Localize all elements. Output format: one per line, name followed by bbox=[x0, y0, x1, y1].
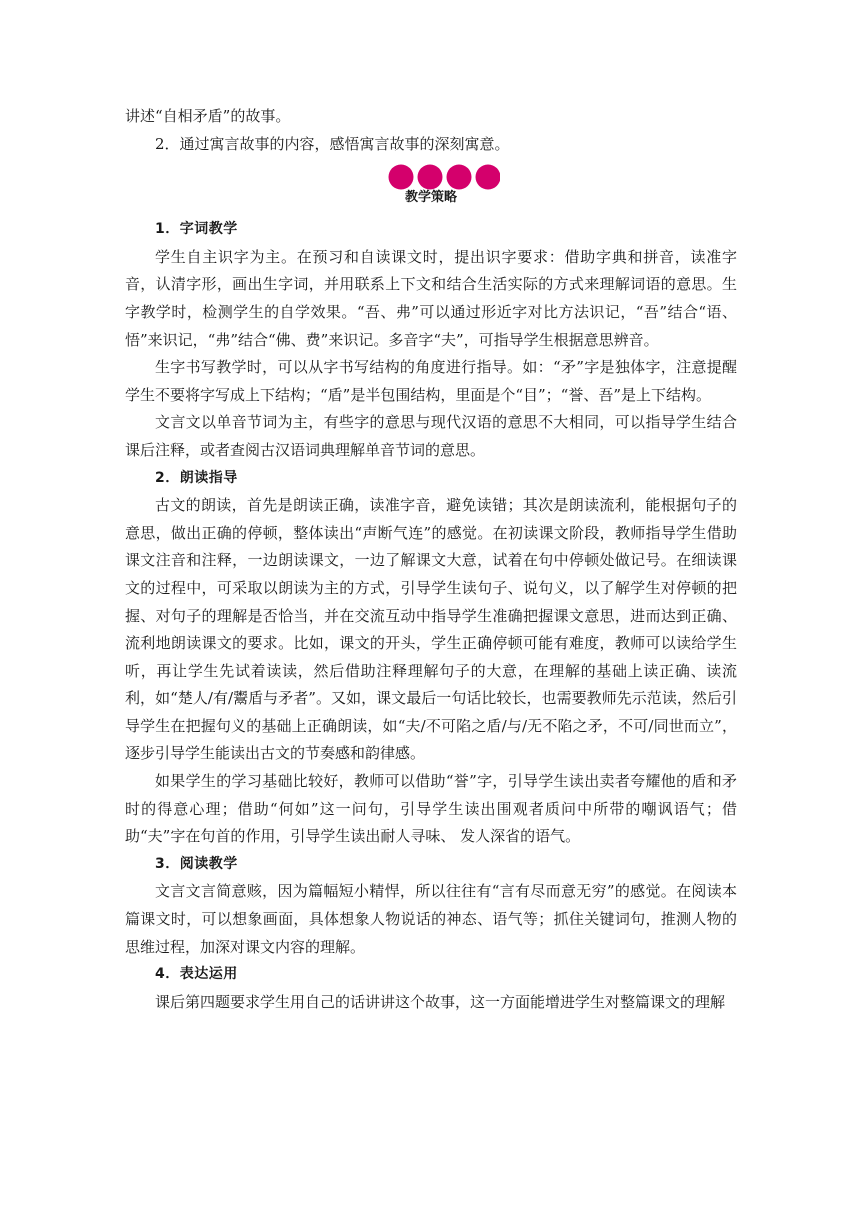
section-heading-reading-teaching: 3．阅读教学 bbox=[155, 855, 238, 872]
paragraph: 生字书写教学时，可以从字书写结构的角度进行指导。如：“矛”字是独体字，注意提醒学生不要将字写成上下结构；“盾”是半包围结构，里面是个“目”；“誉、吾”是上下结构。 bbox=[125, 358, 737, 404]
paragraph: 课后第四题要求学生用自己的话讲讲这个故事，这一方面能增进学生对整篇课文的理解 bbox=[155, 992, 726, 1011]
objective-item-2: 2．通过寓言故事的内容，感悟寓言故事的深刻寓意。 bbox=[155, 134, 510, 153]
section-banner bbox=[125, 158, 737, 216]
section-heading-reading-aloud: 2．朗读指导 bbox=[155, 469, 238, 486]
four-magenta-dots-icon bbox=[388, 164, 500, 190]
intro-line: 讲述“自相矛盾”的故事。 bbox=[125, 107, 291, 125]
section-heading-vocabulary: 1．字词教学 bbox=[155, 221, 238, 238]
banner-title: 教学策略 bbox=[404, 190, 457, 206]
page-content bbox=[125, 103, 737, 1016]
paragraph: 如果学生的学习基础比较好，教师可以借助“誉”字，引导学生读出卖者夸耀他的盾和矛时的得意心理；借助“何如”这一问句，引导学生读出围观者质问中所带的嘲讽语气；借助“夫”字在句首的作用，引导学生读出耐人寻味、 发人深省的语气。 bbox=[125, 772, 737, 846]
paragraph: 古文的朗读，首先是朗读正确，读准字音，避免读错；其次是朗读流利，能根据句子的意思，做出正确的停顿，整体读出“声断气连”的感觉。在初读课文阶段，教师指导学生借助课文注音和注释，一边朗读课文，一边了解课文大意，试着在句中停顿处做记号。在细读课文的过程中，可采取以朗读为主的方式，引导学生读句子、说句义，以了解学生对停顿的把握、对句子的理解是否恰当，并在交流互动中指导学生准确把握课文意思，进而达到正确、流利地朗读课文的要求。比如，课文的开头，学生正确停顿可能有难度，教师可以读给学生听，再让学生先试着读读，然后借助注释理解句子的大意，在理解的基础上读正确、读流利，如“楚人/有/鬻盾与矛者”。又如，课文最后一句话比较长，也需要教师先示范读，然后引导学生在把握句义的基础上正确朗读，如“夫/不可陷之盾/与/无不陷之矛，不可/同世而立”，逐步引导学生能读出古文的节奏感和韵律感。 bbox=[125, 496, 737, 763]
paragraph: 文言文以单音节词为主，有些字的意思与现代汉语的意思不大相同，可以指导学生结合课后注释，或者查阅古汉语词典理解单音节词的意思。 bbox=[125, 413, 737, 459]
paragraph: 文言文言简意赅，因为篇幅短小精悍，所以往往有“言有尽而意无穷”的感觉。在阅读本篇课文时，可以想象画面，具体想象人物说话的神态、语气等；抓住关键词句，推测人物的思维过程，加深对课文内容的理解。 bbox=[125, 882, 737, 956]
section-heading-expression: 4．表达运用 bbox=[155, 966, 238, 983]
paragraph: 学生自主识字为主。在预习和自读课文时，提出识字要求：借助字典和拼音，读准字音，认清字形，画出生字词，并用联系上下文和结合生活实际的方式来理解词语的意思。生字教学时，检测学生的自学效果。“吾、弗”可以通过形近字对比方法识记，“吾”结合“语、悟”来识记，“弗”结合“佛、费”来识记。多音字“夫”，可指导学生根据意思辨音。 bbox=[125, 247, 737, 349]
